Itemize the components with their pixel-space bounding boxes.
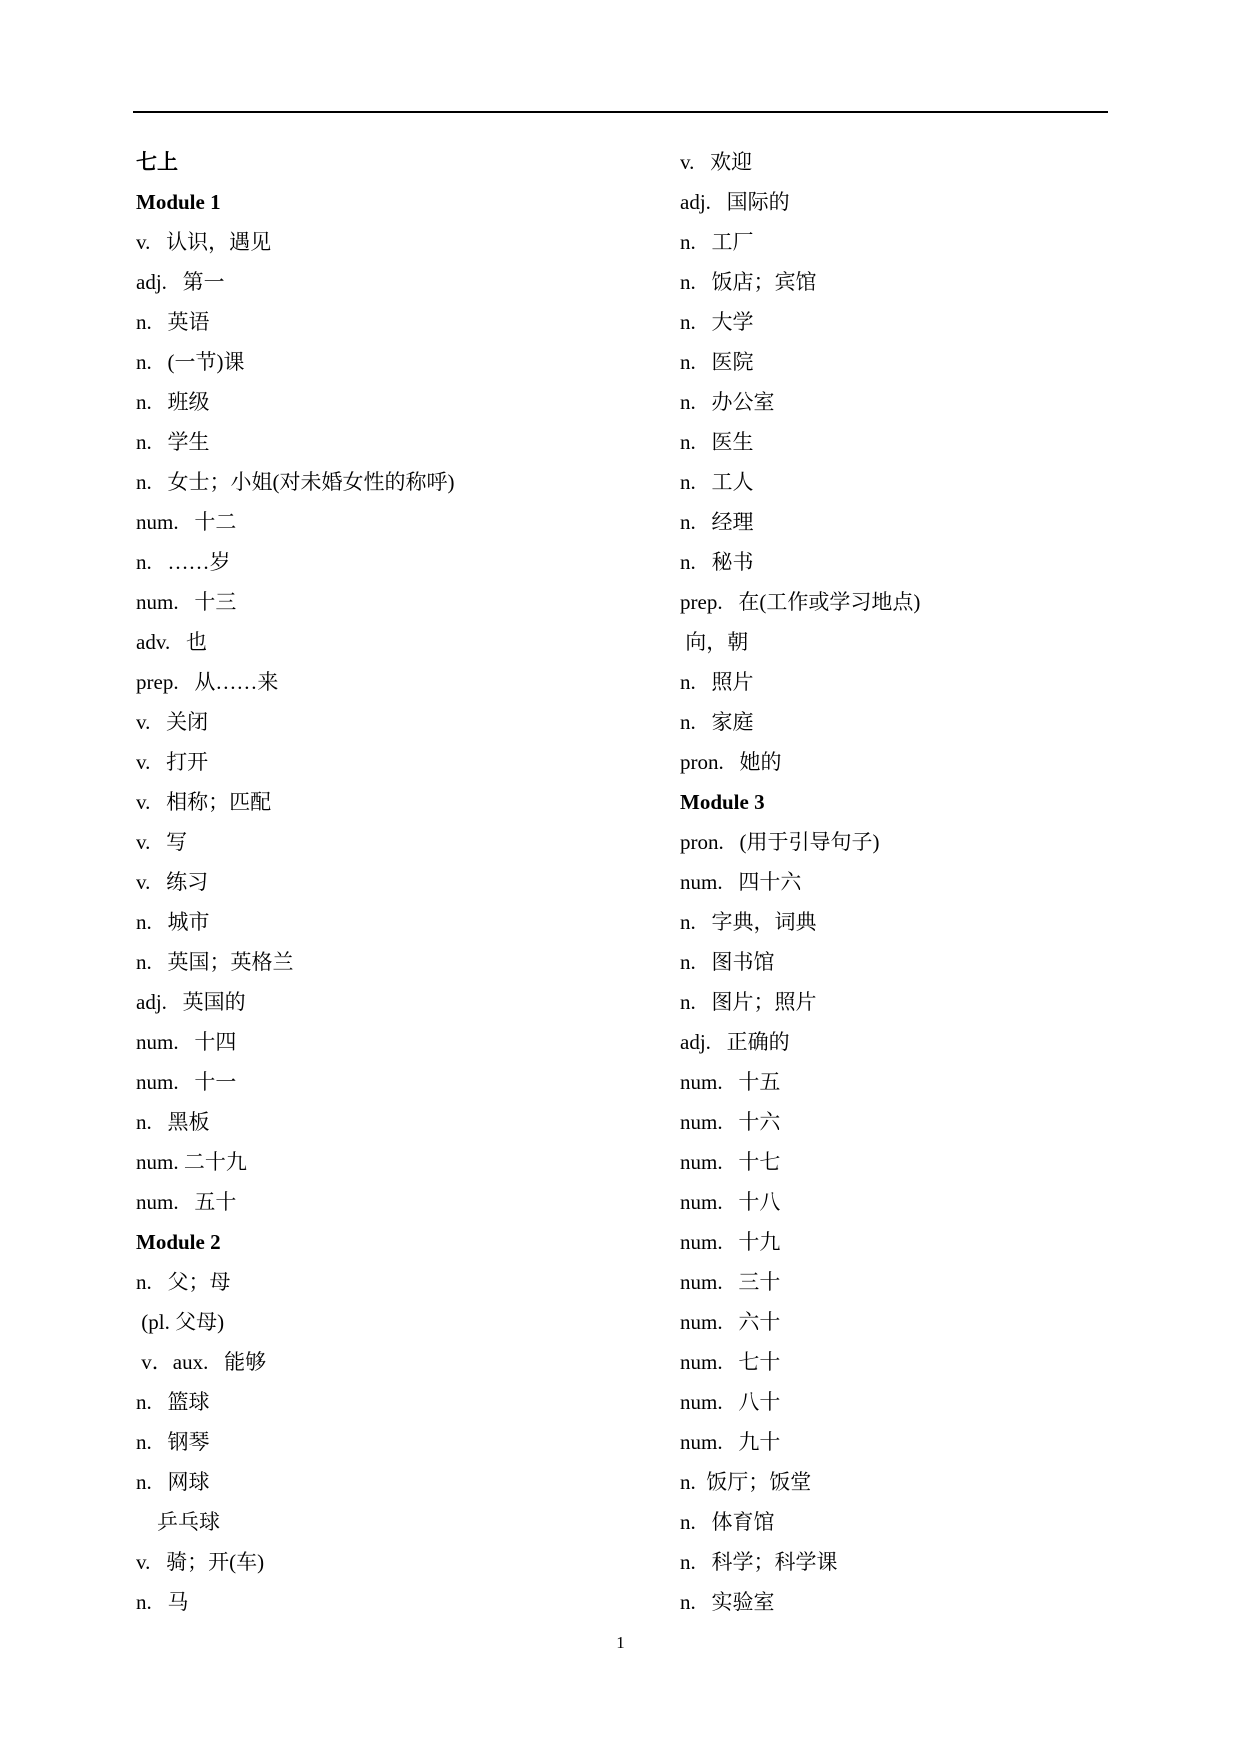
part-of-speech: adj. xyxy=(136,990,167,1014)
vocab-entry xyxy=(680,1382,1200,1422)
meaning: 女士；小姐(对未婚女性的称呼) xyxy=(167,470,455,494)
entry-gap xyxy=(152,550,168,574)
part-of-speech: n. xyxy=(680,350,696,374)
part-of-speech: n. xyxy=(136,1110,152,1134)
part-of-speech: n. xyxy=(136,310,152,334)
entry-gap xyxy=(694,150,710,174)
part-of-speech: n. xyxy=(136,1470,152,1494)
vocab-entry xyxy=(680,382,1200,422)
vocab-entry xyxy=(680,1462,1200,1502)
meaning: 字典，词典 xyxy=(711,910,817,934)
meaning: 图片；照片 xyxy=(711,990,817,1014)
vocab-entry xyxy=(136,1262,656,1302)
meaning: 办公室 xyxy=(711,390,775,414)
entry-gap xyxy=(179,670,195,694)
part-of-speech: n. xyxy=(680,910,696,934)
entry-gap xyxy=(723,1110,739,1134)
part-of-speech: v．aux. xyxy=(136,1350,209,1374)
entry-gap xyxy=(696,350,712,374)
meaning: 英语 xyxy=(167,310,210,334)
part-of-speech: n. xyxy=(680,230,696,254)
meaning: 相称；匹配 xyxy=(166,790,272,814)
part-of-speech: n. xyxy=(680,710,696,734)
meaning: 秘书 xyxy=(711,550,754,574)
part-of-speech: num. xyxy=(680,1190,723,1214)
meaning: 工人 xyxy=(711,470,754,494)
entry-gap xyxy=(150,750,166,774)
vocab-entry xyxy=(136,302,656,342)
part-of-speech: num. xyxy=(680,1230,723,1254)
meaning: 也 xyxy=(185,630,207,654)
meaning: 第一 xyxy=(182,270,225,294)
entry-gap xyxy=(150,830,166,854)
vocab-entry xyxy=(680,1502,1200,1542)
vocab-entry xyxy=(680,662,1200,702)
entry-gap xyxy=(724,830,740,854)
meaning: 正确的 xyxy=(726,1030,790,1054)
part-of-speech: n. xyxy=(680,550,696,574)
part-of-speech: n. xyxy=(136,390,152,414)
meaning: 十七 xyxy=(738,1150,781,1174)
vocab-entry xyxy=(680,1222,1200,1262)
entry-gap xyxy=(179,1030,195,1054)
part-of-speech: v. xyxy=(136,750,151,774)
vocab-entry xyxy=(136,342,656,382)
meaning: 饭厅；饭堂 xyxy=(706,1470,812,1494)
vocab-entry xyxy=(136,382,656,422)
vocab-entry xyxy=(680,942,1200,982)
meaning: ……岁 xyxy=(167,550,231,574)
part-of-speech: v. xyxy=(136,1550,151,1574)
meaning: 科学；科学课 xyxy=(711,1550,838,1574)
vocab-entry xyxy=(680,1302,1200,1342)
vocab-entry xyxy=(680,1102,1200,1142)
vocab-entry xyxy=(680,142,1200,182)
entry-gap xyxy=(179,510,195,534)
left-column xyxy=(136,142,656,1622)
entry-gap xyxy=(696,390,712,414)
entry-gap xyxy=(152,1590,168,1614)
meaning: 三十 xyxy=(738,1270,781,1294)
meaning: 钢琴 xyxy=(167,1430,210,1454)
vocab-entry xyxy=(136,1342,656,1382)
vocab-entry xyxy=(680,1542,1200,1582)
vocab-entry xyxy=(680,1262,1200,1302)
entry-gap xyxy=(152,910,168,934)
meaning: 经理 xyxy=(711,510,754,534)
part-of-speech xyxy=(136,1502,157,1542)
meaning: 体育馆 xyxy=(711,1510,775,1534)
vocab-entry xyxy=(136,1062,656,1102)
part-of-speech: num. xyxy=(136,1190,179,1214)
entry-gap xyxy=(696,1590,712,1614)
vocab-entry xyxy=(136,542,656,582)
part-of-speech: num. xyxy=(680,1150,723,1174)
entry-gap xyxy=(167,990,183,1014)
entry-gap xyxy=(696,910,712,934)
part-of-speech: prep. xyxy=(136,670,179,694)
right-column xyxy=(680,142,1200,1622)
module-heading: 七上 xyxy=(136,150,178,174)
meaning: 从……来 xyxy=(194,670,279,694)
vocab-entry xyxy=(136,462,656,502)
entry-gap xyxy=(723,1070,739,1094)
entry-gap xyxy=(723,1430,739,1454)
meaning: 练习 xyxy=(166,870,209,894)
meaning: (一节)课 xyxy=(167,350,245,374)
vocab-entry xyxy=(136,502,656,542)
vocab-entry xyxy=(680,422,1200,462)
entry-gap xyxy=(152,1470,168,1494)
vocab-entry xyxy=(680,182,1200,222)
entry-gap xyxy=(723,1230,739,1254)
vocab-entry xyxy=(136,262,656,302)
entry-gap xyxy=(150,1550,166,1574)
part-of-speech: adj. xyxy=(136,270,167,294)
entry-gap xyxy=(696,270,712,294)
meaning: 网球 xyxy=(167,1470,210,1494)
vocab-entry xyxy=(136,1382,656,1422)
module-heading: Module 2 xyxy=(136,1230,221,1254)
vocab-entry xyxy=(680,1142,1200,1182)
entry-gap xyxy=(150,710,166,734)
vocab-entry xyxy=(136,1502,656,1542)
part-of-speech: n. xyxy=(680,990,696,1014)
meaning: 二十九 xyxy=(183,1150,247,1174)
vocab-entry xyxy=(136,1022,656,1062)
part-of-speech: n. xyxy=(136,910,152,934)
vocab-entry xyxy=(136,702,656,742)
part-of-speech: v. xyxy=(136,710,151,734)
part-of-speech: prep. xyxy=(680,590,723,614)
vocab-entry xyxy=(680,1062,1200,1102)
part-of-speech: num. xyxy=(136,510,179,534)
meaning: 五十 xyxy=(194,1190,237,1214)
vocab-entry xyxy=(136,582,656,622)
vocab-entry xyxy=(136,742,656,782)
entry-gap xyxy=(152,1270,168,1294)
entry-gap xyxy=(696,310,712,334)
vocab-entry xyxy=(680,1422,1200,1462)
entry-gap xyxy=(167,270,183,294)
meaning: 乒乓球 xyxy=(157,1510,220,1534)
meaning: 医院 xyxy=(711,350,754,374)
meaning: 黑板 xyxy=(167,1110,210,1134)
entry-gap xyxy=(723,1310,739,1334)
vocab-entry xyxy=(136,1102,656,1142)
meaning: 九十 xyxy=(738,1430,781,1454)
vocab-entry xyxy=(136,422,656,462)
entry-gap xyxy=(696,950,712,974)
part-of-speech: n. xyxy=(680,950,696,974)
part-of-speech: pron. xyxy=(680,750,724,774)
vocab-entry xyxy=(680,222,1200,262)
vocab-entry xyxy=(136,902,656,942)
meaning: 十四 xyxy=(194,1030,237,1054)
part-of-speech: num. xyxy=(680,1110,723,1134)
part-of-speech: (pl. xyxy=(136,1310,170,1334)
entry-gap xyxy=(723,1150,739,1174)
part-of-speech: n. xyxy=(136,350,152,374)
vocab-entry xyxy=(680,1022,1200,1062)
vocab-entry xyxy=(136,1422,656,1462)
meaning: 认识，遇见 xyxy=(166,230,272,254)
entry-gap xyxy=(150,230,166,254)
entry-gap xyxy=(170,630,186,654)
meaning: 国际的 xyxy=(726,190,790,214)
meaning: 照片 xyxy=(711,670,754,694)
entry-gap xyxy=(723,1390,739,1414)
part-of-speech: n. xyxy=(680,390,696,414)
part-of-speech: num. xyxy=(680,870,723,894)
part-of-speech: v. xyxy=(680,150,695,174)
vocab-entry xyxy=(680,262,1200,302)
part-of-speech: num. xyxy=(680,1070,723,1094)
meaning: 她的 xyxy=(739,750,782,774)
part-of-speech: n. xyxy=(136,950,152,974)
part-of-speech: num. xyxy=(680,1390,723,1414)
vocab-entry xyxy=(680,1182,1200,1222)
meaning: 七十 xyxy=(738,1350,781,1374)
part-of-speech: n. xyxy=(136,1270,152,1294)
meaning: 工厂 xyxy=(711,230,754,254)
meaning: 十六 xyxy=(738,1110,781,1134)
part-of-speech: n. xyxy=(680,510,696,534)
meaning: 十八 xyxy=(738,1190,781,1214)
part-of-speech: pron. xyxy=(680,830,724,854)
meaning: 班级 xyxy=(167,390,210,414)
entry-gap xyxy=(150,790,166,814)
part-of-speech: num. xyxy=(680,1430,723,1454)
part-of-speech: n. xyxy=(680,470,696,494)
entry-gap xyxy=(152,470,168,494)
part-of-speech: n. xyxy=(136,1390,152,1414)
meaning: 父母) xyxy=(175,1310,225,1334)
meaning: 十三 xyxy=(194,590,237,614)
vocab-entry xyxy=(680,742,1200,782)
part-of-speech: n. xyxy=(136,1430,152,1454)
vocab-entry xyxy=(680,1582,1200,1622)
meaning: 打开 xyxy=(166,750,209,774)
entry-gap xyxy=(696,550,712,574)
meaning: 八十 xyxy=(738,1390,781,1414)
part-of-speech: v. xyxy=(136,870,151,894)
part-of-speech: n. xyxy=(136,430,152,454)
entry-gap xyxy=(696,710,712,734)
part-of-speech: num. xyxy=(680,1270,723,1294)
entry-gap xyxy=(696,1470,707,1494)
meaning: 能够 xyxy=(224,1350,267,1374)
vocab-entry xyxy=(680,462,1200,502)
vocab-entry xyxy=(136,1182,656,1222)
part-of-speech: n. xyxy=(680,270,696,294)
module-heading: Module 3 xyxy=(680,790,765,814)
part-of-speech: n. xyxy=(136,550,152,574)
meaning: 家庭 xyxy=(711,710,754,734)
vocab-entry xyxy=(136,1582,656,1622)
vocab-entry xyxy=(136,1142,656,1182)
vocab-entry xyxy=(136,982,656,1022)
entry-gap xyxy=(723,870,739,894)
meaning: 父；母 xyxy=(167,1270,231,1294)
part-of-speech: v. xyxy=(136,230,151,254)
vocab-entry xyxy=(680,342,1200,382)
entry-gap xyxy=(152,310,168,334)
entry-gap xyxy=(696,1510,712,1534)
entry-gap xyxy=(152,350,168,374)
part-of-speech: num. xyxy=(136,590,179,614)
vocab-entry xyxy=(680,542,1200,582)
entry-gap xyxy=(696,430,712,454)
vocab-entry xyxy=(136,782,656,822)
part-of-speech: n. xyxy=(680,430,696,454)
vocab-entry xyxy=(136,662,656,702)
entry-gap xyxy=(696,1550,712,1574)
part-of-speech: num. xyxy=(680,1350,723,1374)
entry-gap xyxy=(152,390,168,414)
meaning: 医生 xyxy=(711,430,754,454)
entry-gap xyxy=(711,1030,727,1054)
vocab-entry xyxy=(136,222,656,262)
meaning: 图书馆 xyxy=(711,950,775,974)
part-of-speech: n. xyxy=(680,1470,696,1494)
entry-gap xyxy=(696,670,712,694)
entry-gap xyxy=(723,590,739,614)
vocab-entry xyxy=(680,502,1200,542)
entry-gap xyxy=(179,1070,195,1094)
entry-gap xyxy=(696,510,712,534)
vocab-entry xyxy=(680,982,1200,1022)
module-heading: Module 1 xyxy=(136,190,221,214)
vocab-entry xyxy=(136,862,656,902)
entry-gap xyxy=(152,1430,168,1454)
meaning: 学生 xyxy=(167,430,210,454)
part-of-speech: n. xyxy=(680,310,696,334)
vocab-entry xyxy=(680,702,1200,742)
meaning: 十五 xyxy=(738,1070,781,1094)
meaning: 英国；英格兰 xyxy=(167,950,294,974)
part-of-speech: adv. xyxy=(136,630,171,654)
vocab-entry xyxy=(680,582,1200,622)
part-of-speech: adj. xyxy=(680,190,711,214)
vocab-entry xyxy=(680,862,1200,902)
part-of-speech: v. xyxy=(136,830,151,854)
meaning: 六十 xyxy=(738,1310,781,1334)
part-of-speech: n. xyxy=(680,1550,696,1574)
part-of-speech: adj. xyxy=(680,1030,711,1054)
meaning: 英国的 xyxy=(182,990,246,1014)
header-rule xyxy=(133,111,1108,113)
meaning: 四十六 xyxy=(738,870,802,894)
entry-gap xyxy=(723,1190,739,1214)
meaning: 十二 xyxy=(194,510,237,534)
vocab-entry xyxy=(680,902,1200,942)
meaning: 写 xyxy=(166,830,188,854)
entry-gap xyxy=(696,990,712,1014)
part-of-speech: n. xyxy=(136,470,152,494)
page-number: 1 xyxy=(616,1633,625,1652)
meaning: 篮球 xyxy=(167,1390,210,1414)
entry-gap xyxy=(179,1190,195,1214)
entry-gap xyxy=(152,1110,168,1134)
part-of-speech: num. xyxy=(136,1070,179,1094)
part-of-speech: n. xyxy=(680,1590,696,1614)
part-of-speech: num. xyxy=(136,1150,179,1174)
part-of-speech: v. xyxy=(136,790,151,814)
part-of-speech: num. xyxy=(136,1030,179,1054)
meaning: (用于引导句子) xyxy=(739,830,880,854)
meaning: 在(工作或学习地点) xyxy=(738,590,921,614)
vocab-entry xyxy=(136,1462,656,1502)
meaning: 向，朝 xyxy=(685,630,749,654)
entry-gap xyxy=(696,230,712,254)
meaning: 十一 xyxy=(194,1070,237,1094)
vocab-entry xyxy=(680,822,1200,862)
vocab-entry xyxy=(136,942,656,982)
meaning: 马 xyxy=(167,1590,189,1614)
meaning: 骑；开(车) xyxy=(166,1550,265,1574)
vocab-entry xyxy=(136,1302,656,1342)
vocab-entry xyxy=(680,302,1200,342)
part-of-speech: n. xyxy=(136,1590,152,1614)
meaning: 实验室 xyxy=(711,1590,775,1614)
part-of-speech: n. xyxy=(680,670,696,694)
part-of-speech: num. xyxy=(680,1310,723,1334)
meaning: 欢迎 xyxy=(710,150,753,174)
entry-gap xyxy=(723,1270,739,1294)
entry-gap xyxy=(696,470,712,494)
vocab-entry xyxy=(136,822,656,862)
entry-gap xyxy=(152,430,168,454)
vocab-entry xyxy=(680,1342,1200,1382)
vocab-entry xyxy=(136,622,656,662)
entry-gap xyxy=(711,190,727,214)
vocab-entry xyxy=(680,622,1200,662)
entry-gap xyxy=(723,1350,739,1374)
entry-gap xyxy=(152,950,168,974)
meaning: 关闭 xyxy=(166,710,209,734)
vocab-entry xyxy=(136,1542,656,1582)
meaning: 大学 xyxy=(711,310,754,334)
meaning: 饭店；宾馆 xyxy=(711,270,817,294)
entry-gap xyxy=(208,1350,224,1374)
entry-gap xyxy=(179,590,195,614)
meaning: 城市 xyxy=(167,910,210,934)
part-of-speech: n. xyxy=(680,1510,696,1534)
entry-gap xyxy=(152,1390,168,1414)
meaning: 十九 xyxy=(738,1230,781,1254)
entry-gap xyxy=(724,750,740,774)
entry-gap xyxy=(150,870,166,894)
